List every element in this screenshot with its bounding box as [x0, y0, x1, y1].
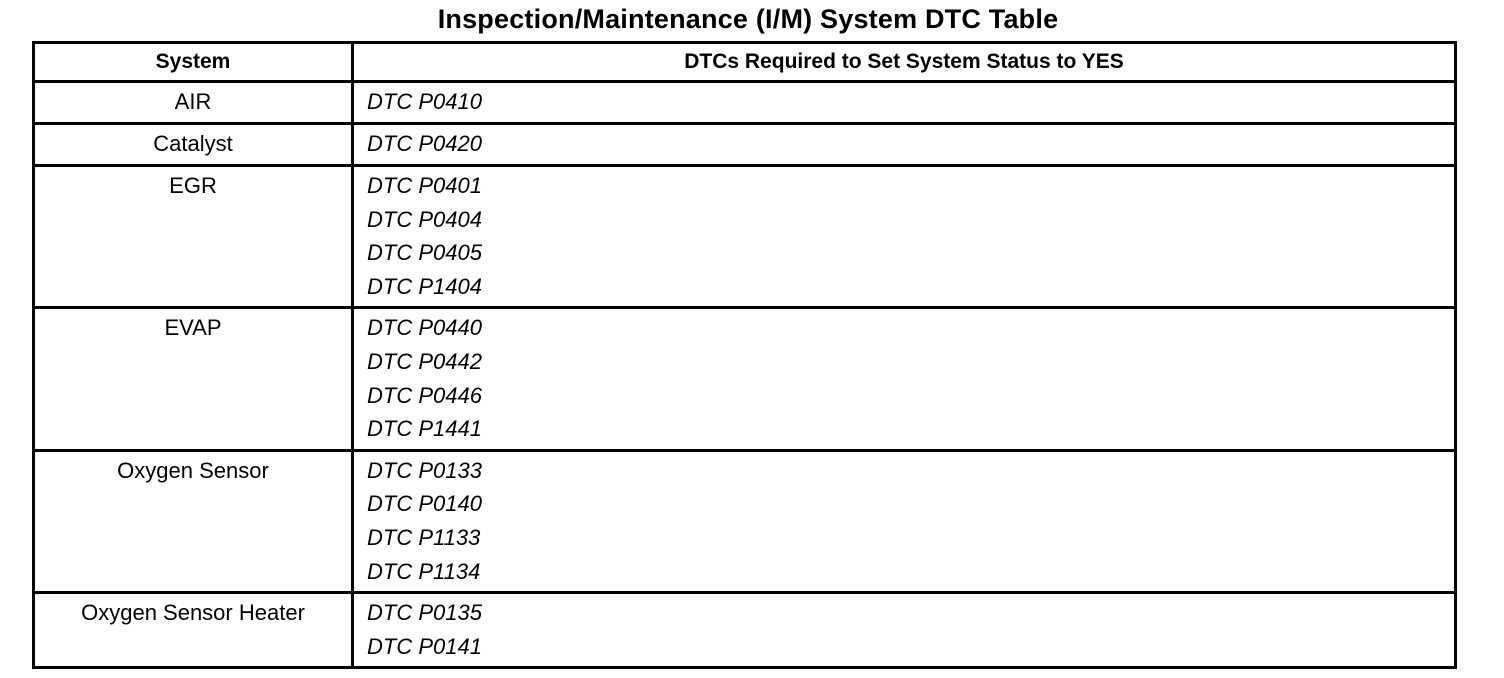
dtc-code: DTC P0440	[367, 315, 482, 341]
dtc-code: DTC P0410	[367, 89, 482, 114]
dtc-code: DTC P1134	[367, 558, 481, 584]
dtc-code: DTC P0446	[367, 382, 482, 408]
dtc-code: DTC P0140	[367, 491, 482, 517]
table-row	[34, 166, 1456, 308]
dtc-list-cell	[353, 124, 1456, 166]
dtc-list-cell	[353, 308, 1456, 450]
system-cell: Oxygen Sensor Heater	[34, 593, 353, 668]
table-row	[34, 124, 1456, 166]
dtc-code: DTC P0420	[367, 131, 482, 156]
table-row	[34, 593, 1456, 668]
dtc-code: DTC P0405	[367, 240, 482, 266]
dtc-list-cell	[353, 166, 1456, 308]
table-row	[34, 308, 1456, 450]
dtc-table	[32, 41, 1457, 669]
system-cell: Oxygen Sensor	[34, 450, 353, 592]
dtc-code: DTC P0401	[367, 173, 482, 198]
dtc-code: DTC P0133	[367, 457, 482, 483]
table-row	[34, 82, 1456, 124]
column-header-system: System	[34, 43, 353, 82]
system-cell: EVAP	[34, 308, 353, 450]
dtc-code: DTC P0135	[367, 600, 482, 626]
table-title: Inspection/Maintenance (I/M) System DTC Table	[437, 4, 1059, 34]
dtc-code: DTC P1441	[367, 416, 482, 442]
system-cell: AIR	[34, 82, 353, 124]
dtc-list-cell	[353, 82, 1456, 124]
system-cell: EGR	[34, 166, 353, 308]
table-header-row	[34, 43, 1456, 82]
table-row	[34, 450, 1456, 592]
dtc-list-cell	[353, 593, 1456, 668]
dtc-code: DTC P0404	[367, 206, 482, 232]
dtc-code: DTC P1404	[367, 273, 482, 299]
dtc-list-cell	[353, 450, 1456, 592]
system-cell: Catalyst	[34, 124, 353, 166]
dtc-code: DTC P0141	[367, 633, 482, 659]
dtc-code: DTC P0442	[367, 348, 482, 374]
column-header-dtcs: DTCs Required to Set System Status to YES	[353, 43, 1456, 82]
dtc-code: DTC P1133	[367, 524, 481, 550]
